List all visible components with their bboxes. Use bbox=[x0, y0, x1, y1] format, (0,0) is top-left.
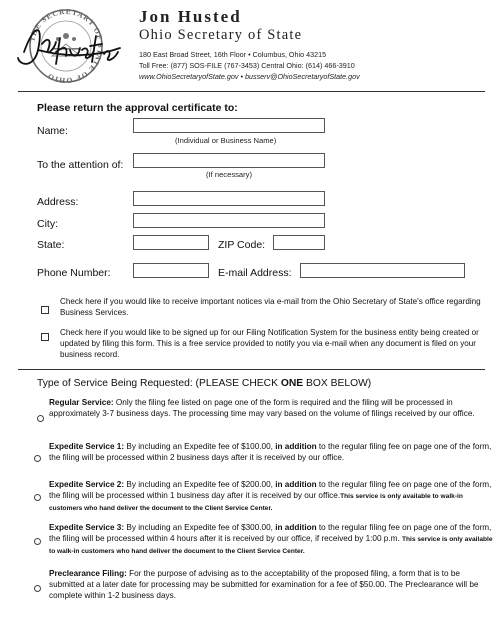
expedite-1-emphasis: in addition bbox=[275, 442, 317, 451]
expedite-2-desc-b: to the regular filing fee on page one of the form, the filing will be processed within 1 business day after it is received by our office. bbox=[49, 480, 492, 500]
office-address: 180 East Broad Street, 16th Floor • Columbus, Ohio 43215 bbox=[139, 50, 327, 59]
zip-label: ZIP Code: bbox=[218, 239, 266, 251]
phone-label: Phone Number: bbox=[37, 267, 111, 279]
preclearance-radio[interactable] bbox=[34, 585, 41, 592]
service-type-heading bbox=[37, 378, 371, 389]
expedite-1-text bbox=[49, 442, 493, 464]
expedite-2-radio[interactable] bbox=[34, 494, 41, 501]
attention-field[interactable] bbox=[133, 153, 325, 168]
expedite-3-text bbox=[49, 523, 493, 557]
expedite-3-emphasis: in addition bbox=[275, 523, 317, 532]
zip-field[interactable] bbox=[273, 235, 325, 250]
service-heading-suffix: BOX BELOW) bbox=[303, 378, 372, 389]
attention-label: To the attention of: bbox=[37, 159, 124, 171]
expedite-1-radio[interactable] bbox=[34, 455, 41, 462]
email-notices-checkbox[interactable] bbox=[41, 306, 49, 314]
preclearance-desc: For the purpose of advising as to the acceptability of the proposed filing, a form that is to be submitted at a later date for processing may be submitted for examination for a fee of $50.00. The Preclearance will be complete within 1-2 business days. bbox=[49, 569, 479, 600]
address-field[interactable] bbox=[133, 191, 325, 206]
expedite-3-note: This service is only available to walk-in customers who hand deliver the document to the Client Service Center. bbox=[49, 535, 493, 555]
name-label: Name: bbox=[37, 125, 68, 137]
expedite-2-desc-a: By including an Expedite fee of $200.00, bbox=[124, 480, 276, 489]
officer-title: Ohio Secretary of State bbox=[139, 27, 303, 43]
expedite-2-emphasis: in addition bbox=[275, 480, 317, 489]
address-label: Address: bbox=[37, 196, 79, 208]
regular-service-title: Regular Service: bbox=[49, 398, 114, 407]
expedite-3-desc-a: By including an Expedite fee of $300.00, bbox=[124, 523, 276, 532]
phone-field[interactable] bbox=[133, 263, 209, 278]
office-phone: Toll Free: (877) SOS-FILE (767-3453) Central Ohio: (614) 466-3910 bbox=[139, 61, 355, 70]
svg-text:THE SECRETARY OF STATE OF OHIO: THE SECRETARY OF STATE OF OHIO bbox=[27, 6, 106, 86]
email-label: E-mail Address: bbox=[218, 267, 292, 279]
expedite-3-title: Expedite Service 3: bbox=[49, 523, 125, 532]
expedite-1-desc-b: to the regular filing fee on page one of the form, the filing will be processed within 2 business days after it is received by our office. bbox=[49, 442, 492, 462]
preclearance-title: Preclearance Filing: bbox=[49, 569, 127, 578]
filing-notification-text: Check here if you would like to be signed up for our Filing Notification System for the business entity being created or updated by filing this form. This is a free service provided to notify you via e-mail when any document is filed on your business record. bbox=[60, 328, 479, 359]
expedite-2-note: This service is only available to walk-in customers who hand deliver the document to the Client Service Center. bbox=[49, 492, 463, 512]
expedite-3-radio[interactable] bbox=[34, 538, 41, 545]
city-label: City: bbox=[37, 218, 58, 230]
regular-service-desc: Only the filing fee listed on page one of the form is required and the filing will be processed in approximately 3-7 business days. The processing time may vary based on the volume of filings received by our office. bbox=[49, 398, 475, 418]
service-heading-emphasis: ONE bbox=[280, 378, 304, 389]
name-field[interactable] bbox=[133, 118, 325, 133]
state-field[interactable] bbox=[133, 235, 209, 250]
form-heading: Please return the approval certificate to: bbox=[37, 102, 238, 114]
filing-notification-checkbox[interactable] bbox=[41, 333, 49, 341]
expedite-3-desc-b: to the regular filing fee on page one of the form, the filing will be processed within 4 hours after it is received by our office, if received by 1:00 p.m. bbox=[49, 523, 492, 543]
city-field[interactable] bbox=[133, 213, 325, 228]
state-label: State: bbox=[37, 239, 65, 251]
service-heading-prefix: Type of Service Being Requested: (PLEASE CHECK bbox=[37, 378, 281, 389]
section-divider bbox=[18, 369, 485, 370]
regular-service-text bbox=[49, 398, 493, 420]
expedite-1-title: Expedite Service 1: bbox=[49, 442, 125, 451]
attention-hint: (If necessary) bbox=[206, 170, 252, 179]
expedite-2-text bbox=[49, 480, 493, 514]
email-field[interactable] bbox=[300, 263, 465, 278]
email-notices-text: Check here if you would like to receive important notices via e-mail from the Ohio Secretary of State's office regarding Business Services. bbox=[60, 297, 481, 317]
regular-service-radio[interactable] bbox=[37, 415, 44, 422]
officer-name: Jon Husted bbox=[139, 7, 242, 26]
name-hint: (Individual or Business Name) bbox=[175, 136, 277, 145]
header-divider bbox=[18, 91, 485, 92]
expedite-2-title: Expedite Service 2: bbox=[49, 480, 125, 489]
preclearance-text bbox=[49, 569, 493, 601]
office-web-email: www.OhioSecretaryofState.gov • busserv@OhioSecretaryofState.gov bbox=[139, 72, 360, 81]
expedite-1-desc-a: By including an Expedite fee of $100.00, bbox=[124, 442, 276, 451]
secretary-of-state-seal bbox=[8, 6, 124, 98]
